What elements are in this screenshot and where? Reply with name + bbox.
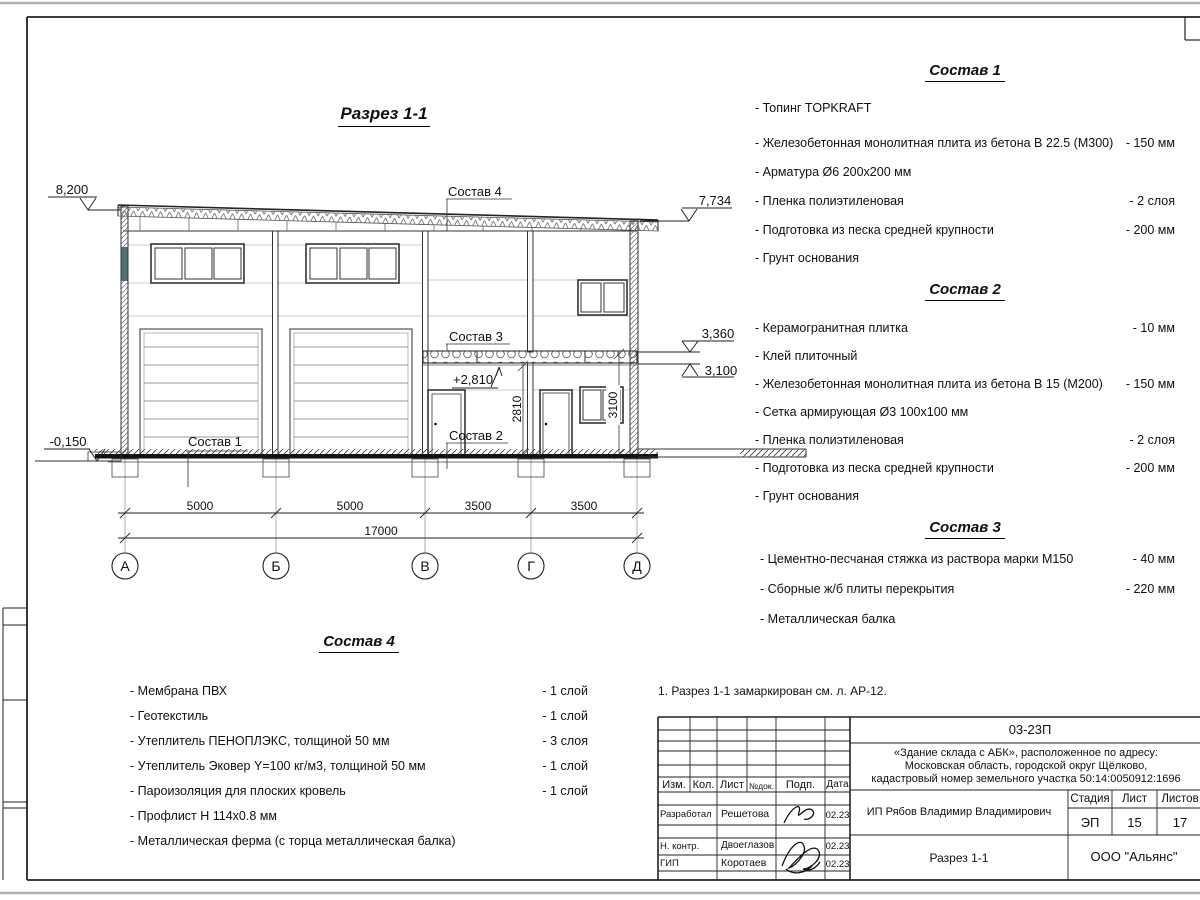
sheets-total: 17 [1172, 815, 1188, 830]
dim-ab: 5000 [186, 499, 214, 513]
axis-bubble-d: Д [632, 558, 642, 574]
composition-item [755, 136, 1175, 150]
column-v [423, 231, 429, 456]
item-value: - 2 слоя [1129, 194, 1175, 208]
composition-item [760, 552, 1175, 566]
elevation-roof-left: 8,200 [55, 182, 89, 197]
composition-1-title: Состав 1 [755, 62, 1175, 79]
right-wall [630, 221, 638, 456]
client-name: ИП Рябов Владимир Владимирович [866, 806, 1052, 818]
mezzanine-slab [423, 351, 637, 365]
composition-item [755, 194, 1175, 208]
item-name: - Сборные ж/б плиты перекрытия [760, 582, 955, 596]
elevation-slab-top: 3,360 [701, 326, 735, 341]
callout-sostav-2: Состав 2 [449, 428, 503, 443]
composition-item [130, 834, 588, 848]
item-name: - Грунт основания [755, 489, 860, 503]
item-name: - Пароизоляция для плоских кровель [130, 784, 346, 798]
sheets-label: Листов [1161, 793, 1199, 805]
axis-bubbles [112, 553, 650, 579]
item-name: - Подготовка из песка средней крупности [755, 461, 994, 475]
wall-glazing [122, 247, 128, 281]
composition-item [760, 612, 1175, 626]
row-name: Решетова [721, 808, 770, 820]
axis-bubble-v: В [420, 558, 430, 574]
composition-item [755, 461, 1175, 475]
dim-bv: 5000 [336, 499, 364, 513]
row-date: 02.23 [825, 841, 850, 852]
item-value: - 220 мм [1125, 582, 1175, 596]
composition-item [755, 489, 1175, 503]
left-wall [121, 206, 128, 456]
window-band-2 [306, 244, 399, 283]
header-data: Дата [826, 779, 849, 790]
signature [782, 842, 820, 870]
elevation-ground: -0,150 [49, 434, 87, 449]
item-value: - 1 слой [542, 759, 588, 773]
axis-bubble-b: Б [271, 558, 281, 574]
callout-sostav-4: Состав 4 [448, 184, 502, 199]
item-value: - 1 слой [542, 684, 588, 698]
item-name: - Геотекстиль [130, 709, 209, 723]
signatures [782, 807, 820, 873]
titleblock-sheet-title: Разрез 1-1 [929, 851, 989, 865]
header-doc: №док. [749, 781, 774, 791]
stage-value: ЭП [1080, 815, 1100, 830]
section-title [314, 104, 454, 124]
row-name: Двоеглазов [721, 840, 775, 851]
section-title-text: Разрез 1-1 [338, 104, 429, 127]
row-date: 02.23 [825, 810, 850, 821]
row-role: Разработал [660, 809, 712, 820]
composition-4-title: Состав 4 [130, 633, 588, 650]
signature [784, 807, 814, 823]
item-name: - Сетка армирующая Ø3 100х100 мм [755, 405, 969, 419]
composition-item [755, 405, 1175, 419]
item-name: - Профлист Н 114х0.8 мм [130, 809, 277, 823]
item-name: - Клей плиточный [755, 349, 858, 363]
item-name: - Мембрана ПВХ [130, 684, 228, 698]
composition-item [755, 433, 1175, 447]
door-1 [428, 390, 465, 456]
floor-slab [95, 449, 658, 462]
item-value: - 2 слоя [1129, 433, 1175, 447]
dim-gd: 3500 [570, 499, 598, 513]
row-name: Коротаев [721, 857, 767, 869]
row-date: 02.23 [825, 859, 850, 870]
elevation-slab-bottom: 3,100 [704, 363, 738, 378]
item-name: - Подготовка из песка средней крупности [755, 223, 994, 237]
item-value: - 150 мм [1125, 377, 1175, 391]
stage-label: Стадия [1070, 793, 1110, 805]
elevation-roof-right: 7,734 [698, 193, 732, 208]
item-value: - 200 мм [1125, 223, 1175, 237]
composition-2-title: Состав 2 [755, 281, 1175, 298]
vertical-dim-3100: 3100 [606, 385, 620, 425]
row-role: Н. контр. [660, 841, 700, 852]
gate-2 [290, 329, 412, 456]
composition-item [755, 321, 1175, 335]
composition-item [755, 251, 1175, 265]
composition-item [760, 582, 1175, 596]
item-name: - Керамогранитная плитка [755, 321, 908, 335]
window-upper-right [578, 280, 627, 315]
header-list: Лист [720, 779, 744, 791]
header-podp: Подп. [785, 779, 816, 791]
item-name: - Топинг TOPKRAFT [755, 101, 872, 115]
door-2 [540, 390, 572, 456]
axis-bubble-a: А [120, 558, 130, 574]
composition-item [755, 349, 1175, 363]
project-line-3: кадастровый номер земельного участка 50:14:0050912:1696 [871, 773, 1181, 785]
drawing-note: 1. Разрез 1-1 замаркирован см. л. АР-12. [658, 684, 887, 698]
callout-sostav-1: Состав 1 [188, 434, 242, 449]
item-name: - Металлическая балка [760, 612, 896, 626]
composition-item [130, 759, 588, 773]
item-value: - 1 слой [542, 709, 588, 723]
item-value: - 200 мм [1125, 461, 1175, 475]
window-band-1 [151, 244, 244, 283]
vertical-dim-2810: 2810 [510, 395, 524, 423]
composition-item [755, 101, 1175, 115]
doc-number: 03-23П [1008, 722, 1052, 737]
composition-item [755, 165, 1175, 179]
roof-truss [118, 205, 658, 231]
ground-right [638, 449, 806, 457]
item-value: - 40 мм [1132, 552, 1175, 566]
item-name: - Железобетонная монолитная плита из бетона В 22.5 (М300) [755, 136, 1114, 150]
axis-bubble-g: Г [527, 558, 535, 574]
item-name: - Металлическая ферма (с торца металлическая балка) [130, 834, 456, 848]
item-name: - Цементно-песчаная стяжка из раствора марки М150 [760, 552, 1074, 566]
item-name: - Грунт основания [755, 251, 860, 265]
item-value: - 10 мм [1132, 321, 1175, 335]
item-name: - Утеплитель ПЕНОПЛЭКС, толщиной 50 мм [130, 734, 390, 748]
left-margin-boxes [3, 608, 27, 880]
item-value: - 3 слоя [542, 734, 588, 748]
project-line-2: Московская область, городской округ Щёлково, [904, 760, 1148, 772]
header-izm: Изм. [662, 779, 686, 791]
composition-item [130, 709, 588, 723]
item-name: - Пленка полиэтиленовая [755, 194, 904, 208]
sheet-label: Лист [1122, 793, 1147, 805]
elevation-mezzanine: +2,810 [453, 372, 494, 387]
dim-vg: 3500 [464, 499, 492, 513]
sheet-number: 15 [1127, 815, 1142, 830]
dim-total: 17000 [364, 524, 398, 538]
callout-sostav-3: Состав 3 [449, 329, 503, 344]
composition-item [130, 784, 588, 798]
company-name: ООО "Альянс" [1090, 849, 1178, 864]
item-name: - Арматура Ø6 200х200 мм [755, 165, 912, 179]
item-name: - Железобетонная монолитная плита из бетона В 15 (М200) [755, 377, 1103, 391]
header-kol: Кол. [692, 779, 715, 791]
item-name: - Утеплитель Эковер Y=100 кг/м3, толщиной 50 мм [130, 759, 426, 773]
composition-item [755, 223, 1175, 237]
project-line-1: «Здание склада с АБК», расположенное по адресу: [894, 747, 1158, 759]
column-g-lower [528, 363, 534, 456]
row-role: ГИП [660, 858, 679, 869]
item-value: - 1 слой [542, 784, 588, 798]
item-name: - Пленка полиэтиленовая [755, 433, 904, 447]
composition-3-title: Состав 3 [755, 519, 1175, 536]
composition-item [755, 377, 1175, 391]
composition-item [130, 809, 588, 823]
composition-item [130, 684, 588, 698]
column-b [273, 231, 279, 456]
item-value: - 150 мм [1125, 136, 1175, 150]
composition-item [130, 734, 588, 748]
column-g-upper [528, 231, 534, 352]
